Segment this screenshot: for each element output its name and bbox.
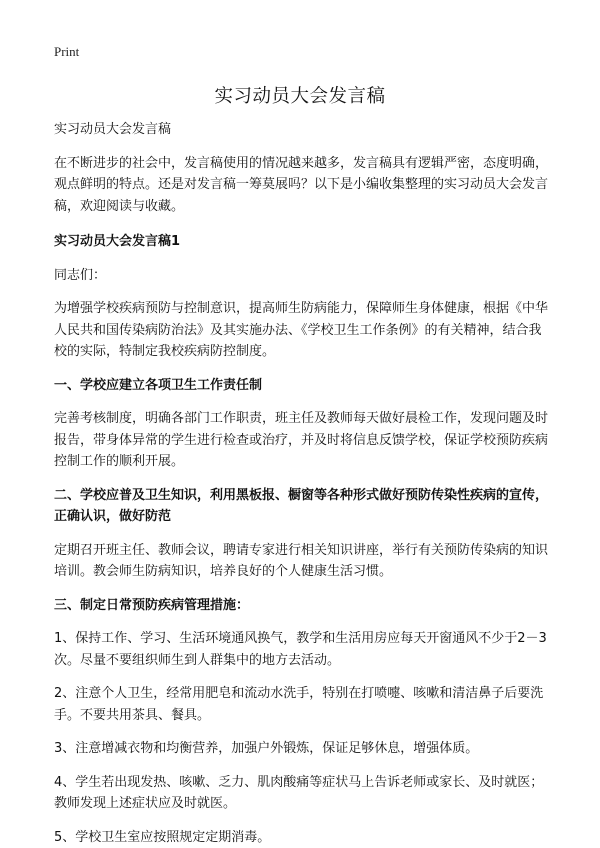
heading-2: 二、学校应普及卫生知识，利用黑板报、橱窗等各种形式做好预防传染性疾病的宣传，正确认识，做好防范 [54, 485, 550, 528]
document-title: 实习动员大会发言稿 [0, 82, 600, 108]
intro-paragraph: 在不断进步的社会中，发言稿使用的情况越来越多，发言稿具有逻辑严密，态度明确，观点鲜明的特点。还是对发言稿一筹莫展吗？以下是小编收集整理的实习动员大会发言稿，欢迎阅读与收藏。 [54, 153, 550, 218]
document-body [54, 114, 550, 848]
list-item-3: 3、注意增减衣物和均衡营养，加强户外锻炼，保证足够休息，增强体质。 [54, 738, 550, 760]
list-item-1: 1、保持工作、学习、生活环境通风换气，教学和生活用房应每天开窗通风不少于2－3次。尽量不要组织师生到人群集中的地方去活动。 [54, 628, 550, 671]
list-item-2: 2、注意个人卫生，经常用肥皂和流动水洗手，特别在打喷嚏、咳嗽和清洁鼻子后要洗手。不要共用茶具、餐具。 [54, 683, 550, 726]
document-subtitle: 实习动员大会发言稿 [54, 119, 550, 141]
heading-1: 一、学校应建立各项卫生工作责任制 [54, 375, 550, 397]
heading-3: 三、制定日常预防疾病管理措施： [54, 595, 550, 617]
list-item-5: 5、学校卫生室应按照规定定期消毒。 [54, 827, 550, 848]
paragraph-2: 定期召开班主任、教师会议，聘请专家进行相关知识讲座，举行有关预防传染病的知识培训。教会师生防病知识，培养良好的个人健康生活习惯。 [54, 540, 550, 583]
list-item-4: 4、学生若出现发热、咳嗽、乏力、肌肉酸痛等症状马上告诉老师或家长、及时就医；教师发现上述症状应及时就医。 [54, 772, 550, 815]
print-link[interactable]: Print [54, 44, 79, 60]
section-title: 实习动员大会发言稿1 [54, 231, 550, 253]
purpose-paragraph: 为增强学校疾病预防与控制意识，提高师生防病能力，保障师生身体健康，根据《中华人民共和国传染病防治法》及其实施办法、《学校卫生工作条例》的有关精神，结合我校的实际，特制定我校疾病防控制度。 [54, 298, 550, 363]
paragraph-1: 完善考核制度，明确各部门工作职责，班主任及教师每天做好晨检工作，发现问题及时报告，带身体异常的学生进行检查或治疗，并及时将信息反馈学校，保证学校预防疾病控制工作的顺利开展。 [54, 408, 550, 473]
greeting: 同志们： [54, 265, 550, 287]
